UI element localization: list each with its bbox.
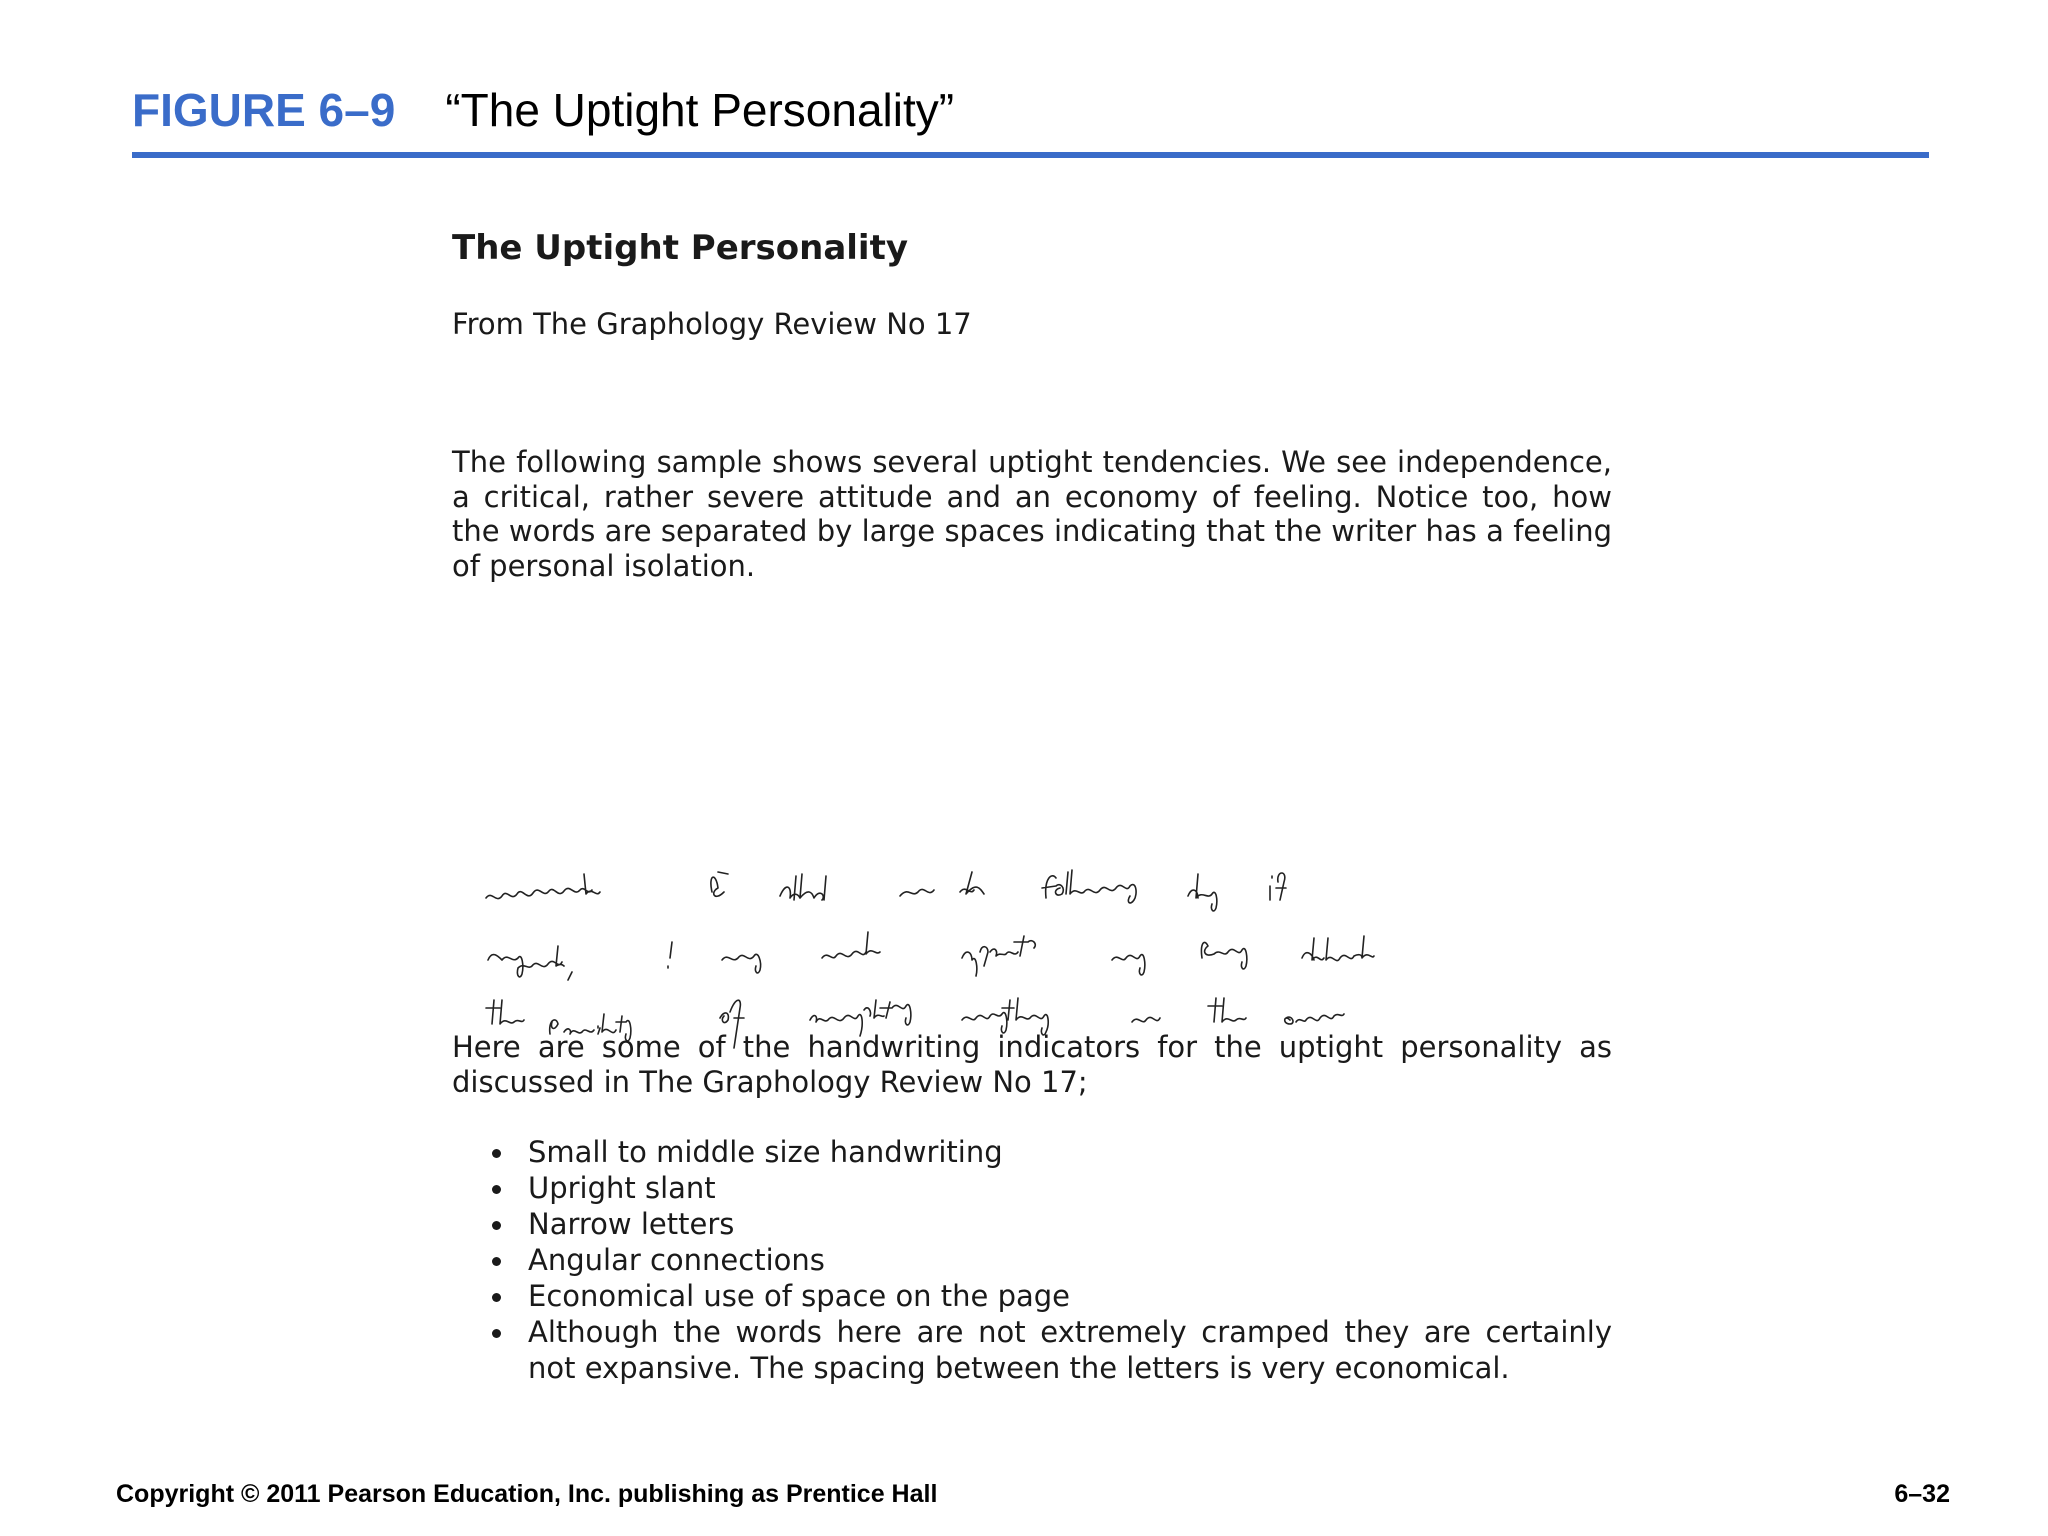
list-item-text: Narrow letters — [528, 1207, 735, 1241]
list-item-text: Economical use of space on the page — [528, 1279, 1071, 1313]
figure-title: “The Uptight Personality” — [445, 84, 955, 136]
list-item — [492, 1134, 1612, 1170]
bullet-icon — [492, 1149, 501, 1158]
list-item-text: Small to middle size handwriting — [528, 1135, 1003, 1169]
intro-paragraph: The following sample shows several uptight tendencies. We see independence, a critical, rather severe attitude and an economy of feeling. Notice too, how the words are separated by large spaces indicating that the writer has a feeling of personal isolation. — [452, 445, 1612, 583]
indicator-list — [492, 1134, 1612, 1386]
bullet-icon — [492, 1257, 501, 1266]
handwriting-sample-image — [472, 642, 1492, 1092]
slide-number: 6–32 — [1894, 1480, 1950, 1508]
list-item-text: Upright slant — [528, 1171, 716, 1205]
list-item — [492, 1206, 1612, 1242]
figure-header — [132, 80, 954, 140]
bullet-icon — [492, 1293, 501, 1302]
list-item — [492, 1242, 1612, 1278]
list-item-text: Angular connections — [528, 1243, 825, 1277]
bullet-icon — [492, 1329, 501, 1338]
document-content — [452, 222, 1612, 1385]
document-source: From The Graphology Review No 17 — [452, 307, 972, 341]
list-item-text: Although the words here are not extremely cramped they are certainly not expansive. The spacing between the letters is very economical. — [528, 1315, 1612, 1385]
indicators-intro-paragraph: Here are some of the handwriting indicators for the uptight personality as discussed in The Graphology Review No 17; — [452, 1030, 1612, 1099]
bullet-icon — [492, 1185, 501, 1194]
copyright-notice: Copyright © 2011 Pearson Education, Inc. publishing as Prentice Hall — [116, 1480, 938, 1508]
figure-label: FIGURE 6–9 — [132, 84, 396, 136]
document-title: The Uptight Personality — [452, 228, 908, 268]
bullet-icon — [492, 1221, 501, 1230]
list-item — [492, 1314, 1612, 1386]
header-divider — [132, 152, 1929, 158]
list-item — [492, 1278, 1612, 1314]
list-item — [492, 1170, 1612, 1206]
